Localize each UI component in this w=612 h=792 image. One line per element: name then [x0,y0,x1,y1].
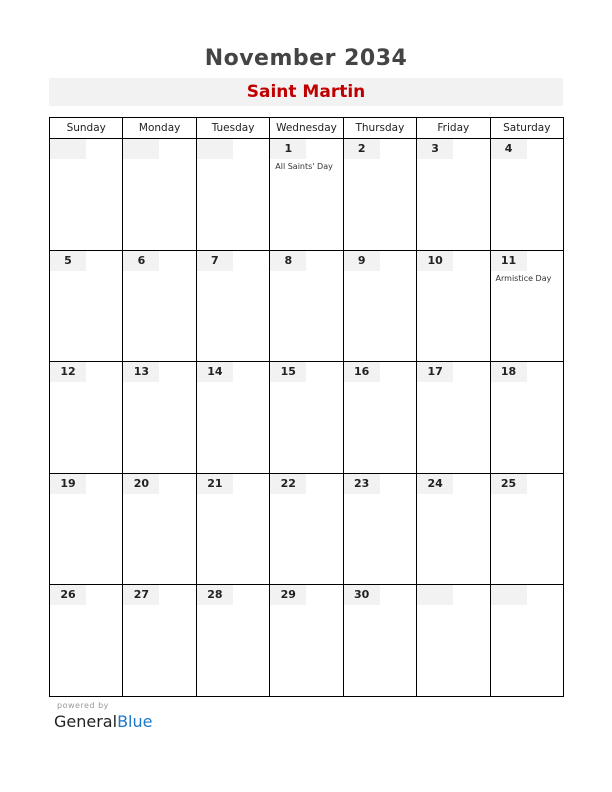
day-cell[interactable] [196,250,269,362]
day-cell[interactable] [50,250,123,362]
day-number: 11 [491,251,527,271]
day-cell[interactable] [196,362,269,474]
day-cell[interactable] [343,585,416,697]
day-cell[interactable] [50,473,123,585]
region-name: Saint Martin [246,82,366,102]
weekday-header-row [50,118,564,139]
day-cell[interactable] [270,250,343,362]
day-number: 22 [270,474,306,494]
day-number: 14 [197,362,233,382]
week-row [50,139,564,251]
day-cell[interactable] [490,473,563,585]
day-cell[interactable] [123,362,196,474]
day-number: 30 [344,585,380,605]
day-number: 6 [123,251,159,271]
day-number: 8 [270,251,306,271]
week-row [50,250,564,362]
day-cell[interactable] [50,139,123,251]
day-cell[interactable] [270,585,343,697]
weekday-header: Saturday [490,118,563,139]
week-row [50,585,564,697]
day-number [197,139,233,159]
day-number [491,585,527,605]
week-row [50,473,564,585]
day-cell[interactable] [490,585,563,697]
weekday-header: Wednesday [270,118,343,139]
day-cell[interactable] [123,250,196,362]
page-title: November 2034 [204,46,408,71]
brand-name-general: General [54,712,118,731]
brand-name-blue: Blue [117,712,153,731]
day-number: 27 [123,585,159,605]
day-cell[interactable] [270,473,343,585]
week-row [50,362,564,474]
day-cell[interactable] [50,362,123,474]
day-number: 16 [344,362,380,382]
weekday-header: Thursday [343,118,416,139]
day-number: 23 [344,474,380,494]
day-number: 19 [50,474,86,494]
day-number: 26 [50,585,86,605]
brand-logo[interactable] [54,712,152,731]
day-number: 28 [197,585,233,605]
day-number: 7 [197,251,233,271]
day-cell[interactable] [123,585,196,697]
day-cell[interactable] [123,139,196,251]
day-cell[interactable] [343,473,416,585]
day-number: 4 [491,139,527,159]
day-number: 24 [417,474,453,494]
calendar-grid [49,117,564,697]
day-number: 13 [123,362,159,382]
day-number: 9 [344,251,380,271]
powered-by-text: powered by [57,701,109,710]
day-cell[interactable] [196,585,269,697]
weekday-header: Sunday [50,118,123,139]
day-cell[interactable] [417,362,490,474]
day-number: 20 [123,474,159,494]
day-cell[interactable] [417,585,490,697]
day-number: 2 [344,139,380,159]
region-banner [49,78,563,106]
day-cell[interactable] [490,250,563,362]
day-cell[interactable] [490,139,563,251]
day-cell[interactable] [343,362,416,474]
day-number: 17 [417,362,453,382]
day-cell[interactable] [196,473,269,585]
day-number: 3 [417,139,453,159]
day-number: 25 [491,474,527,494]
day-number: 1 [270,139,306,159]
day-cell[interactable] [490,362,563,474]
day-number: 29 [270,585,306,605]
day-cell[interactable] [270,139,343,251]
day-cell[interactable] [270,362,343,474]
day-number [123,139,159,159]
weekday-header: Friday [417,118,490,139]
day-number [50,139,86,159]
day-number: 5 [50,251,86,271]
day-number: 10 [417,251,453,271]
day-number: 18 [491,362,527,382]
day-cell[interactable] [50,585,123,697]
day-cell[interactable] [417,473,490,585]
holiday-label: All Saints' Day [275,162,333,171]
day-cell[interactable] [417,139,490,251]
day-number: 12 [50,362,86,382]
weekday-header: Monday [123,118,196,139]
day-number: 15 [270,362,306,382]
day-cell[interactable] [343,139,416,251]
day-cell[interactable] [123,473,196,585]
day-number: 21 [197,474,233,494]
holiday-label: Armistice Day [495,273,552,283]
day-cell[interactable] [417,250,490,362]
day-number [417,585,453,605]
day-cell[interactable] [196,139,269,251]
day-cell[interactable] [343,250,416,362]
weekday-header: Tuesday [196,118,269,139]
